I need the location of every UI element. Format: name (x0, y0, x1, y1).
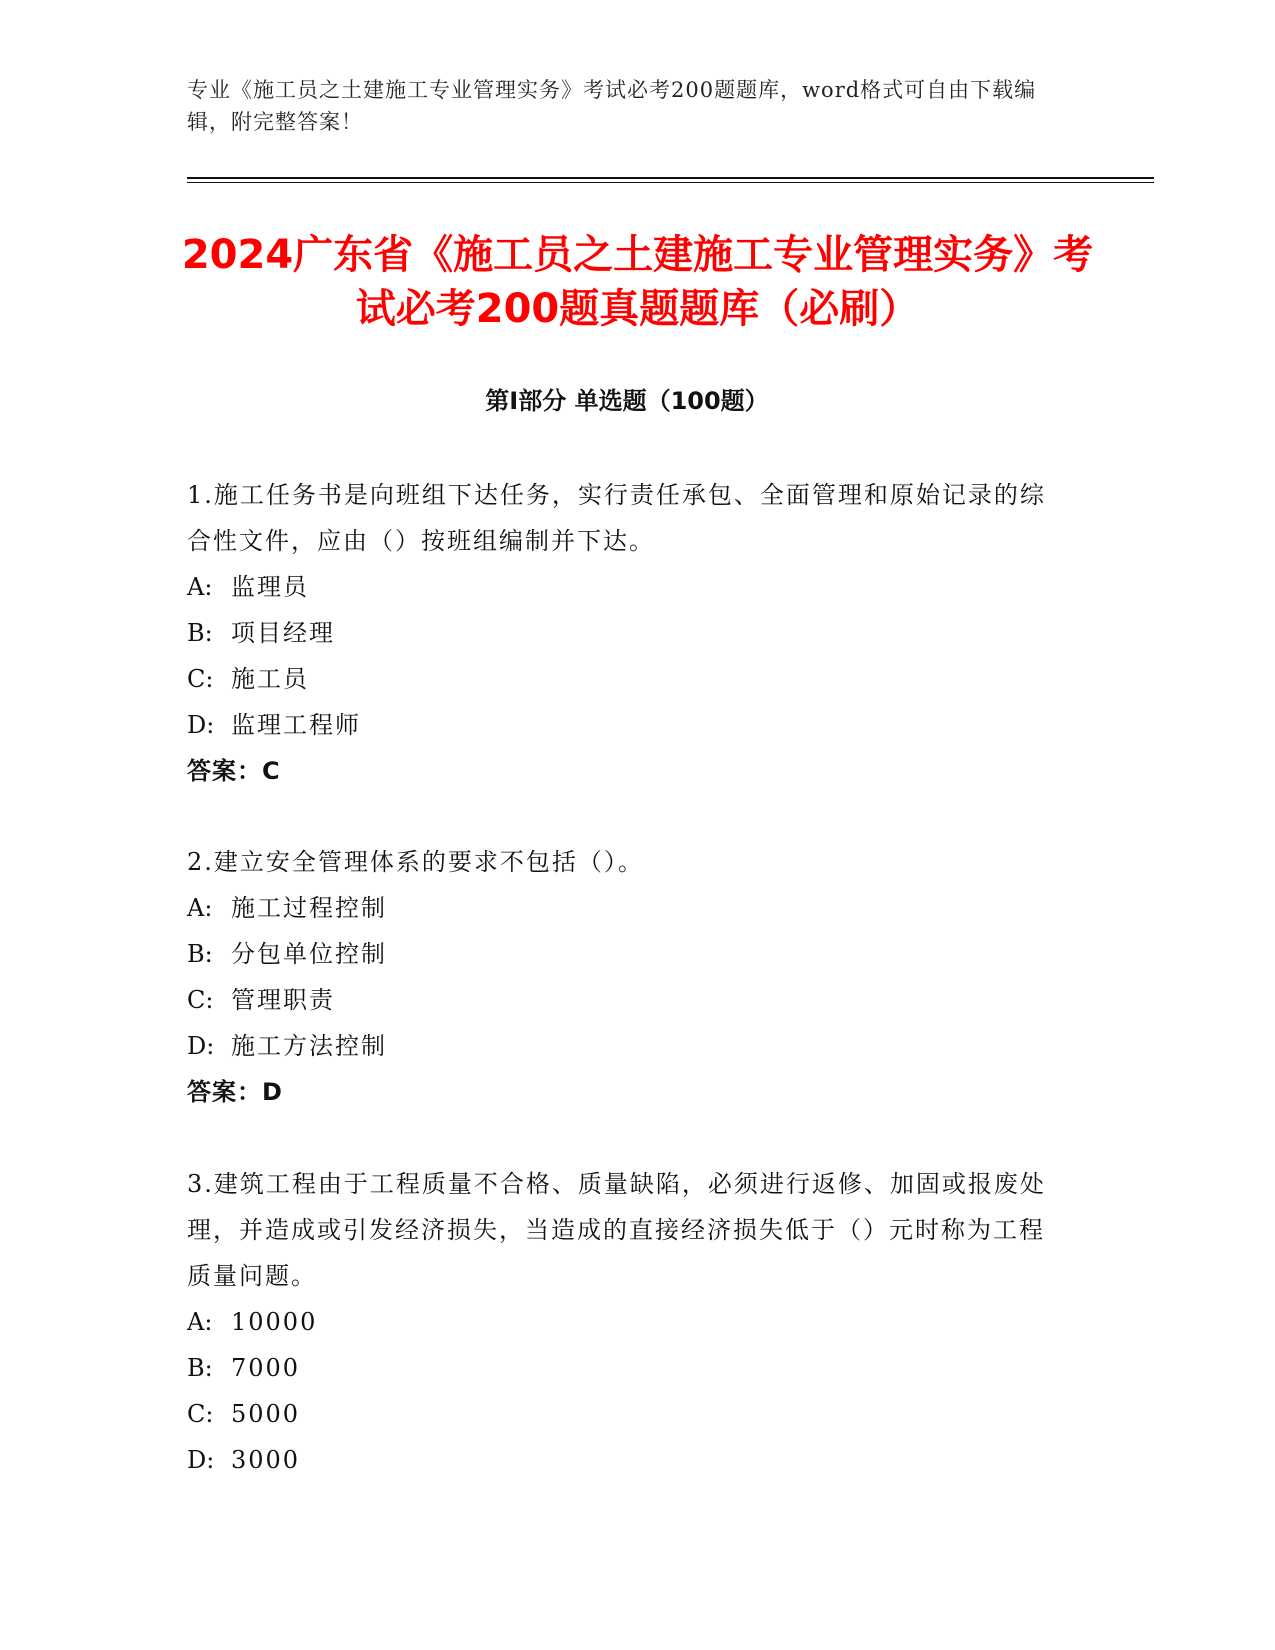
option-text: 施工过程控制 (231, 894, 387, 922)
option-d (187, 702, 1067, 748)
option-text: 3000 (231, 1446, 301, 1474)
document-title: 2024广东省《施工员之土建施工专业管理实务》考试必考200题真题题库（必刷） (181, 232, 1094, 332)
option-c (187, 977, 1067, 1023)
option-c (187, 656, 1067, 702)
option-letter: C: (187, 986, 214, 1014)
option-a (187, 564, 1067, 610)
option-letter: D: (187, 1032, 215, 1060)
option-letter: B: (187, 619, 213, 647)
question-3 (187, 1161, 1067, 1483)
option-text: 监理员 (231, 573, 309, 601)
answer: 答案：D (187, 1078, 283, 1106)
option-letter: D: (187, 711, 215, 739)
header-divider-thick (187, 177, 1154, 179)
option-b (187, 931, 1067, 977)
answer: 答案：C (187, 757, 281, 785)
option-a (187, 885, 1067, 931)
option-d (187, 1437, 1067, 1483)
option-letter: D: (187, 1446, 215, 1474)
option-text: 管理职责 (231, 986, 335, 1014)
option-letter: A: (187, 573, 213, 601)
question-stem: 2.建立安全管理体系的要求不包括（）。 (187, 848, 644, 876)
option-text: 施工方法控制 (231, 1032, 387, 1060)
option-letter: C: (187, 1400, 214, 1428)
option-letter: C: (187, 665, 214, 693)
question-2 (187, 839, 1067, 1115)
option-text: 7000 (231, 1354, 301, 1382)
option-c (187, 1391, 1067, 1437)
header-divider-thin (187, 182, 1154, 183)
option-b (187, 610, 1067, 656)
section-heading: 第I部分 单选题（100题） (485, 387, 769, 415)
option-text: 项目经理 (231, 619, 335, 647)
option-letter: B: (187, 940, 213, 968)
option-text: 分包单位控制 (231, 940, 387, 968)
question-stem: 1.施工任务书是向班组下达任务，实行责任承包、全面管理和原始记录的综合性文件，应由（）按班组编制并下达。 (187, 481, 1046, 555)
question-1 (187, 472, 1067, 794)
header-note: 专业《施工员之土建施工专业管理实务》考试必考200题题库，word格式可自由下载编辑，附完整答案！ (187, 78, 1037, 134)
option-b (187, 1345, 1067, 1391)
option-letter: B: (187, 1354, 213, 1382)
option-letter: A: (187, 1308, 213, 1336)
option-d (187, 1023, 1067, 1069)
question-stem: 3.建筑工程由于工程质量不合格、质量缺陷，必须进行返修、加固或报废处理，并造成或引发经济损失，当造成的直接经济损失低于（）元时称为工程质量问题。 (187, 1170, 1046, 1290)
option-text: 施工员 (231, 665, 309, 693)
option-a (187, 1299, 1067, 1345)
option-letter: A: (187, 894, 213, 922)
option-text: 监理工程师 (231, 711, 361, 739)
option-text: 10000 (231, 1308, 318, 1336)
option-text: 5000 (231, 1400, 301, 1428)
